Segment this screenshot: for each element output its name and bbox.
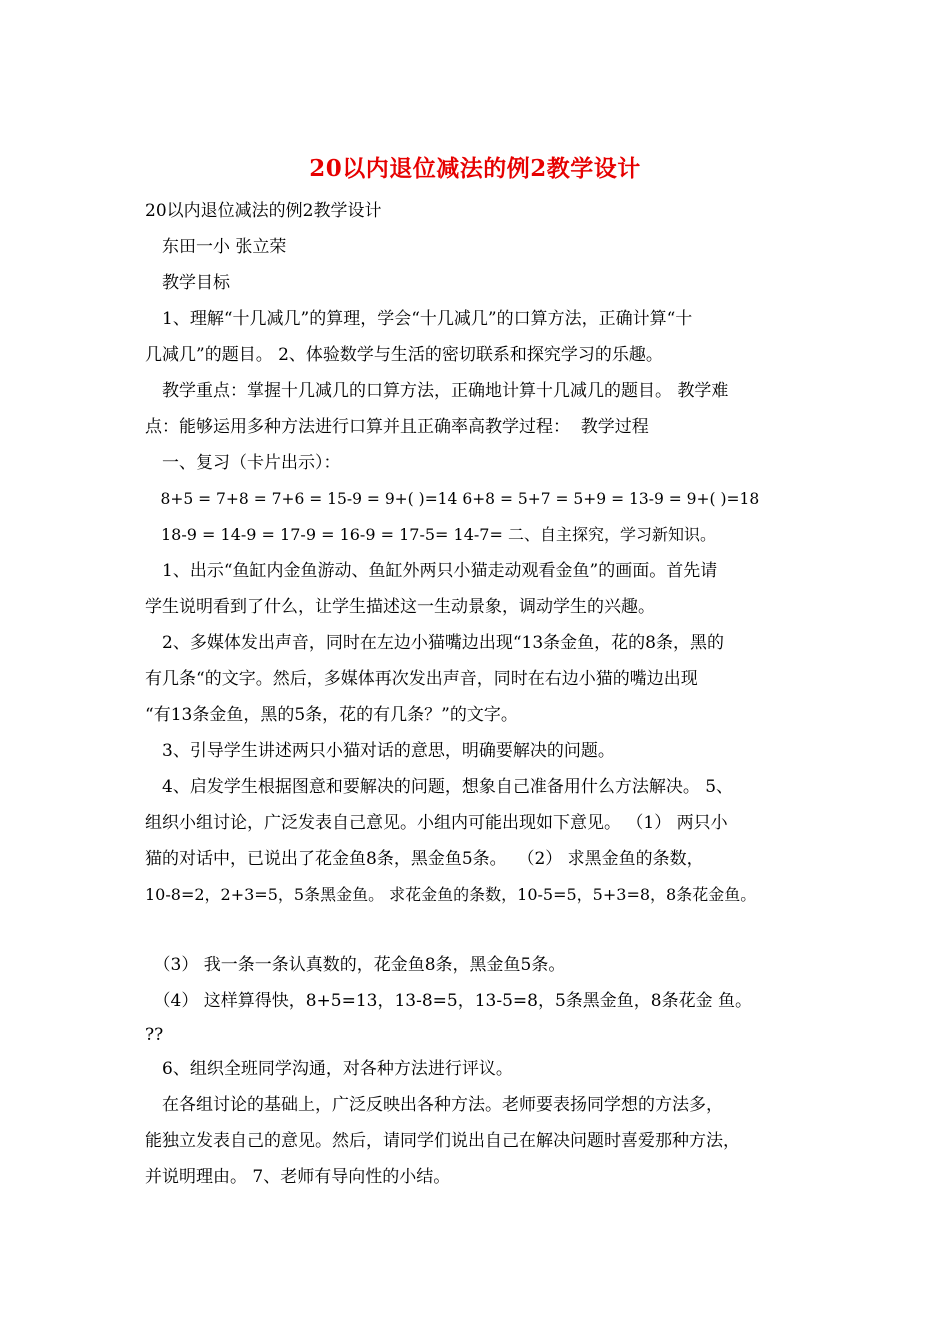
paragraph-line: 1、出示“鱼缸内金鱼游动、鱼缸外两只小猫走动观看金鱼”的画面。首先请 (145, 561, 718, 581)
paragraph-line: 并说明理由。 7、老师有导向性的小结。 (145, 1167, 451, 1187)
paragraph-line: 能独立发表自己的意见。然后，请同学们说出自己在解决问题时喜爱那种方法， (145, 1131, 740, 1151)
document-title: 20以内退位减法的例2教学设计 (309, 155, 641, 182)
paragraph-line: 10-8=2，2+3=5，5条黑金鱼。 求花金鱼的条数，10-5=5，5+3=8，8条花金鱼。 (145, 885, 757, 904)
garbled-text: ?? (145, 1025, 164, 1045)
section-heading: 教学目标 (145, 273, 230, 293)
paragraph-line: 猫的对话中，已说出了花金鱼8条，黑金鱼5条。 （2） 求黑金鱼的条数， (145, 849, 704, 869)
paragraph-line: 一、复习（卡片出示）： (145, 453, 341, 473)
exercise-line: 8+5 = 7+8 = 7+6 = 15-9 = 9+( )=14 6+8 = 5+7 = 5+9 = 13-9 = 9+( )=18 (145, 490, 760, 508)
paragraph-line: 4、启发学生根据图意和要解决的问题，想象自己准备用什么方法解决。 5、 (145, 777, 734, 797)
author-line: 东田一小 张立荣 (145, 237, 287, 257)
paragraph-line: （3） 我一条一条认真数的，花金鱼8条，黑金鱼5条。 (145, 955, 566, 975)
paragraph-line: 学生说明看到了什么，让学生描述这一生动景象，调动学生的兴趣。 (145, 597, 655, 617)
paragraph-line: 点：能够运用多种方法进行口算并且正确率高教学过程： 教学过程 (145, 417, 649, 437)
paragraph-line: 几减几”的题目。 2、体验数学与生活的密切联系和探究学习的乐趣。 (145, 345, 663, 365)
paragraph-line: 3、引导学生讲述两只小猫对话的意思，明确要解决的问题。 (145, 741, 615, 761)
paragraph-line: 2、多媒体发出声音，同时在左边小猫嘴边出现“13条金鱼，花的8条，黑的 (145, 633, 724, 653)
paragraph-line: 1、理解“十几减几”的算理，学会“十几减几”的口算方法，正确计算“十 (145, 309, 693, 329)
paragraph-line: 组织小组讨论，广泛发表自己意见。小组内可能出现如下意见。 （1） 两只小 (145, 813, 728, 833)
subtitle-line: 20以内退位减法的例2教学设计 (145, 201, 382, 221)
paragraph-line: 教学重点：掌握十几减几的口算方法，正确地计算十几减几的题目。 教学难 (145, 381, 729, 401)
paragraph-line: “有13条金鱼，黑的5条，花的有几条？”的文字。 (145, 705, 518, 725)
exercise-line: 18-9 = 14-9 = 17-9 = 16-9 = 17-5= 14-7= 二、自主探究，学习新知识。 (145, 525, 716, 544)
paragraph-line: 有几条“的文字。然后，多媒体再次发出声音，同时在右边小猫的嘴边出现 (145, 669, 698, 689)
paragraph-line: 在各组讨论的基础上，广泛反映出各种方法。老师要表扬同学想的方法多， (145, 1095, 723, 1115)
paragraph-line: 6、组织全班同学沟通，对各种方法进行评议。 (145, 1059, 513, 1079)
paragraph-line: （4） 这样算得快，8+5=13，13-8=5，13-5=8，5条黑金鱼，8条花金 鱼。 (145, 991, 753, 1011)
